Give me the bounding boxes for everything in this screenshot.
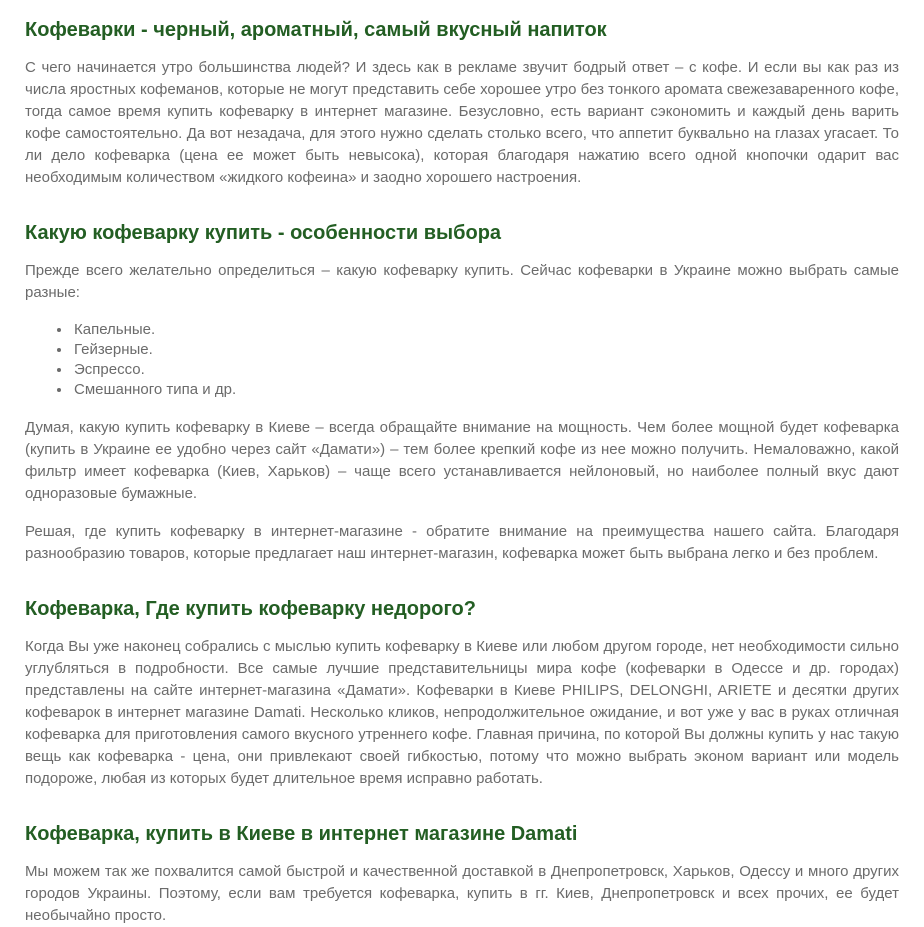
section-heading-where-to-buy: Кофеварка, Где купить кофеварку недорого? (25, 598, 476, 620)
list-item: • Гейзерные. (72, 340, 899, 359)
list-item: • Эспрессо. (72, 360, 899, 379)
paragraph-power-filter: Думая, какую купить кофеварку в Киеве – всегда обращайте внимание на мощность. Чем более мощной будет кофеварка (купить в Украине ее удобно через сайт «Дамати») – тем более крепкий кофе из нее можно получить. Немаловажно, какой фильтр имеет кофеварка (Киев, Харьков) – чаще всего устанавливается нейлоновый, но наиболее полный вкус дают одноразовые бумажные. (25, 419, 899, 502)
section-heading-choosing: Какую кофеварку купить - особенности выбора (25, 222, 502, 244)
paragraph-site-advantages: Решая, где купить кофеварку в интернет-магазине - обратите внимание на преимущества нашего сайта. Благодаря разнообразию товаров, которые предлагает наш интернет-магазин, кофеварка может быть выбрана легко и без проблем. (25, 523, 899, 562)
list-item: • Капельные. (72, 320, 899, 339)
paragraph-choosing-intro: Прежде всего желательно определиться – какую кофеварку купить. Сейчас кофеварки в Украине можно выбрать самые разные: (25, 262, 899, 301)
list-item: • Смешанного типа и др. (72, 380, 899, 399)
paragraph-delivery: Мы можем так же похвалится самой быстрой и качественной доставкой в Днепропетровск, Харьков, Одессу и много других городов Украины. Поэтому, если вам требуется кофеварка, купить в гг. Киев, Днепропетровск и всех прочих, ее будет необычайно просто. (25, 863, 899, 924)
paragraph-where-to-buy: Когда Вы уже наконец собрались с мыслью купить кофеварку в Киеве или любом другом городе, нет необходимости сильно углубляться в подробности. Все самые лучшие представительницы мира кофе (кофеварки в Одессе и др. городах) представлены на сайте интернет-магазина «Дамати». Кофеварки в Киеве PHILIPS, DELONGHI, ARIETE и десятки других кофеварок в интернет магазине Damati. Несколько кликов, непродолжительное ожидание, и вот уже у вас в руках отличная кофеварка для приготовления самого вкусного утреннего кофе. Главная причина, по которой Вы должны купить у нас такую вещь как кофеварка - цена, они привлекают своей гибкостью, потому что можно выбрать эконом вариант или модель подороже, любая из которых будет длительное время исправно работать. (25, 638, 899, 787)
section-heading-buy-kiev-damati: Кофеварка, купить в Киеве в интернет магазине Damati (25, 823, 578, 845)
coffee-maker-types-list (25, 320, 899, 399)
section-heading-intro: Кофеварки - черный, ароматный, самый вкусный напиток (25, 19, 607, 41)
paragraph-intro: С чего начинается утро большинства людей? И здесь как в рекламе звучит бодрый ответ – с кофе. И если вы как раз из числа яростных кофеманов, которые не могут представить себе хорошее утро без тонкого аромата свежезаваренного кофе, тогда самое время купить кофеварку в интернет магазине. Безусловно, есть вариант сэкономить и каждый день варить кофе самостоятельно. Да вот незадача, для этого нужно сделать столько всего, что аппетит буквально на глазах угасает. То ли дело кофеварка (цена ее может быть невысока), которая благодаря нажатию всего одной кнопочки одарит вас необходимым количеством «жидкого кофеина» и заодно хорошего настроения. (25, 59, 899, 186)
